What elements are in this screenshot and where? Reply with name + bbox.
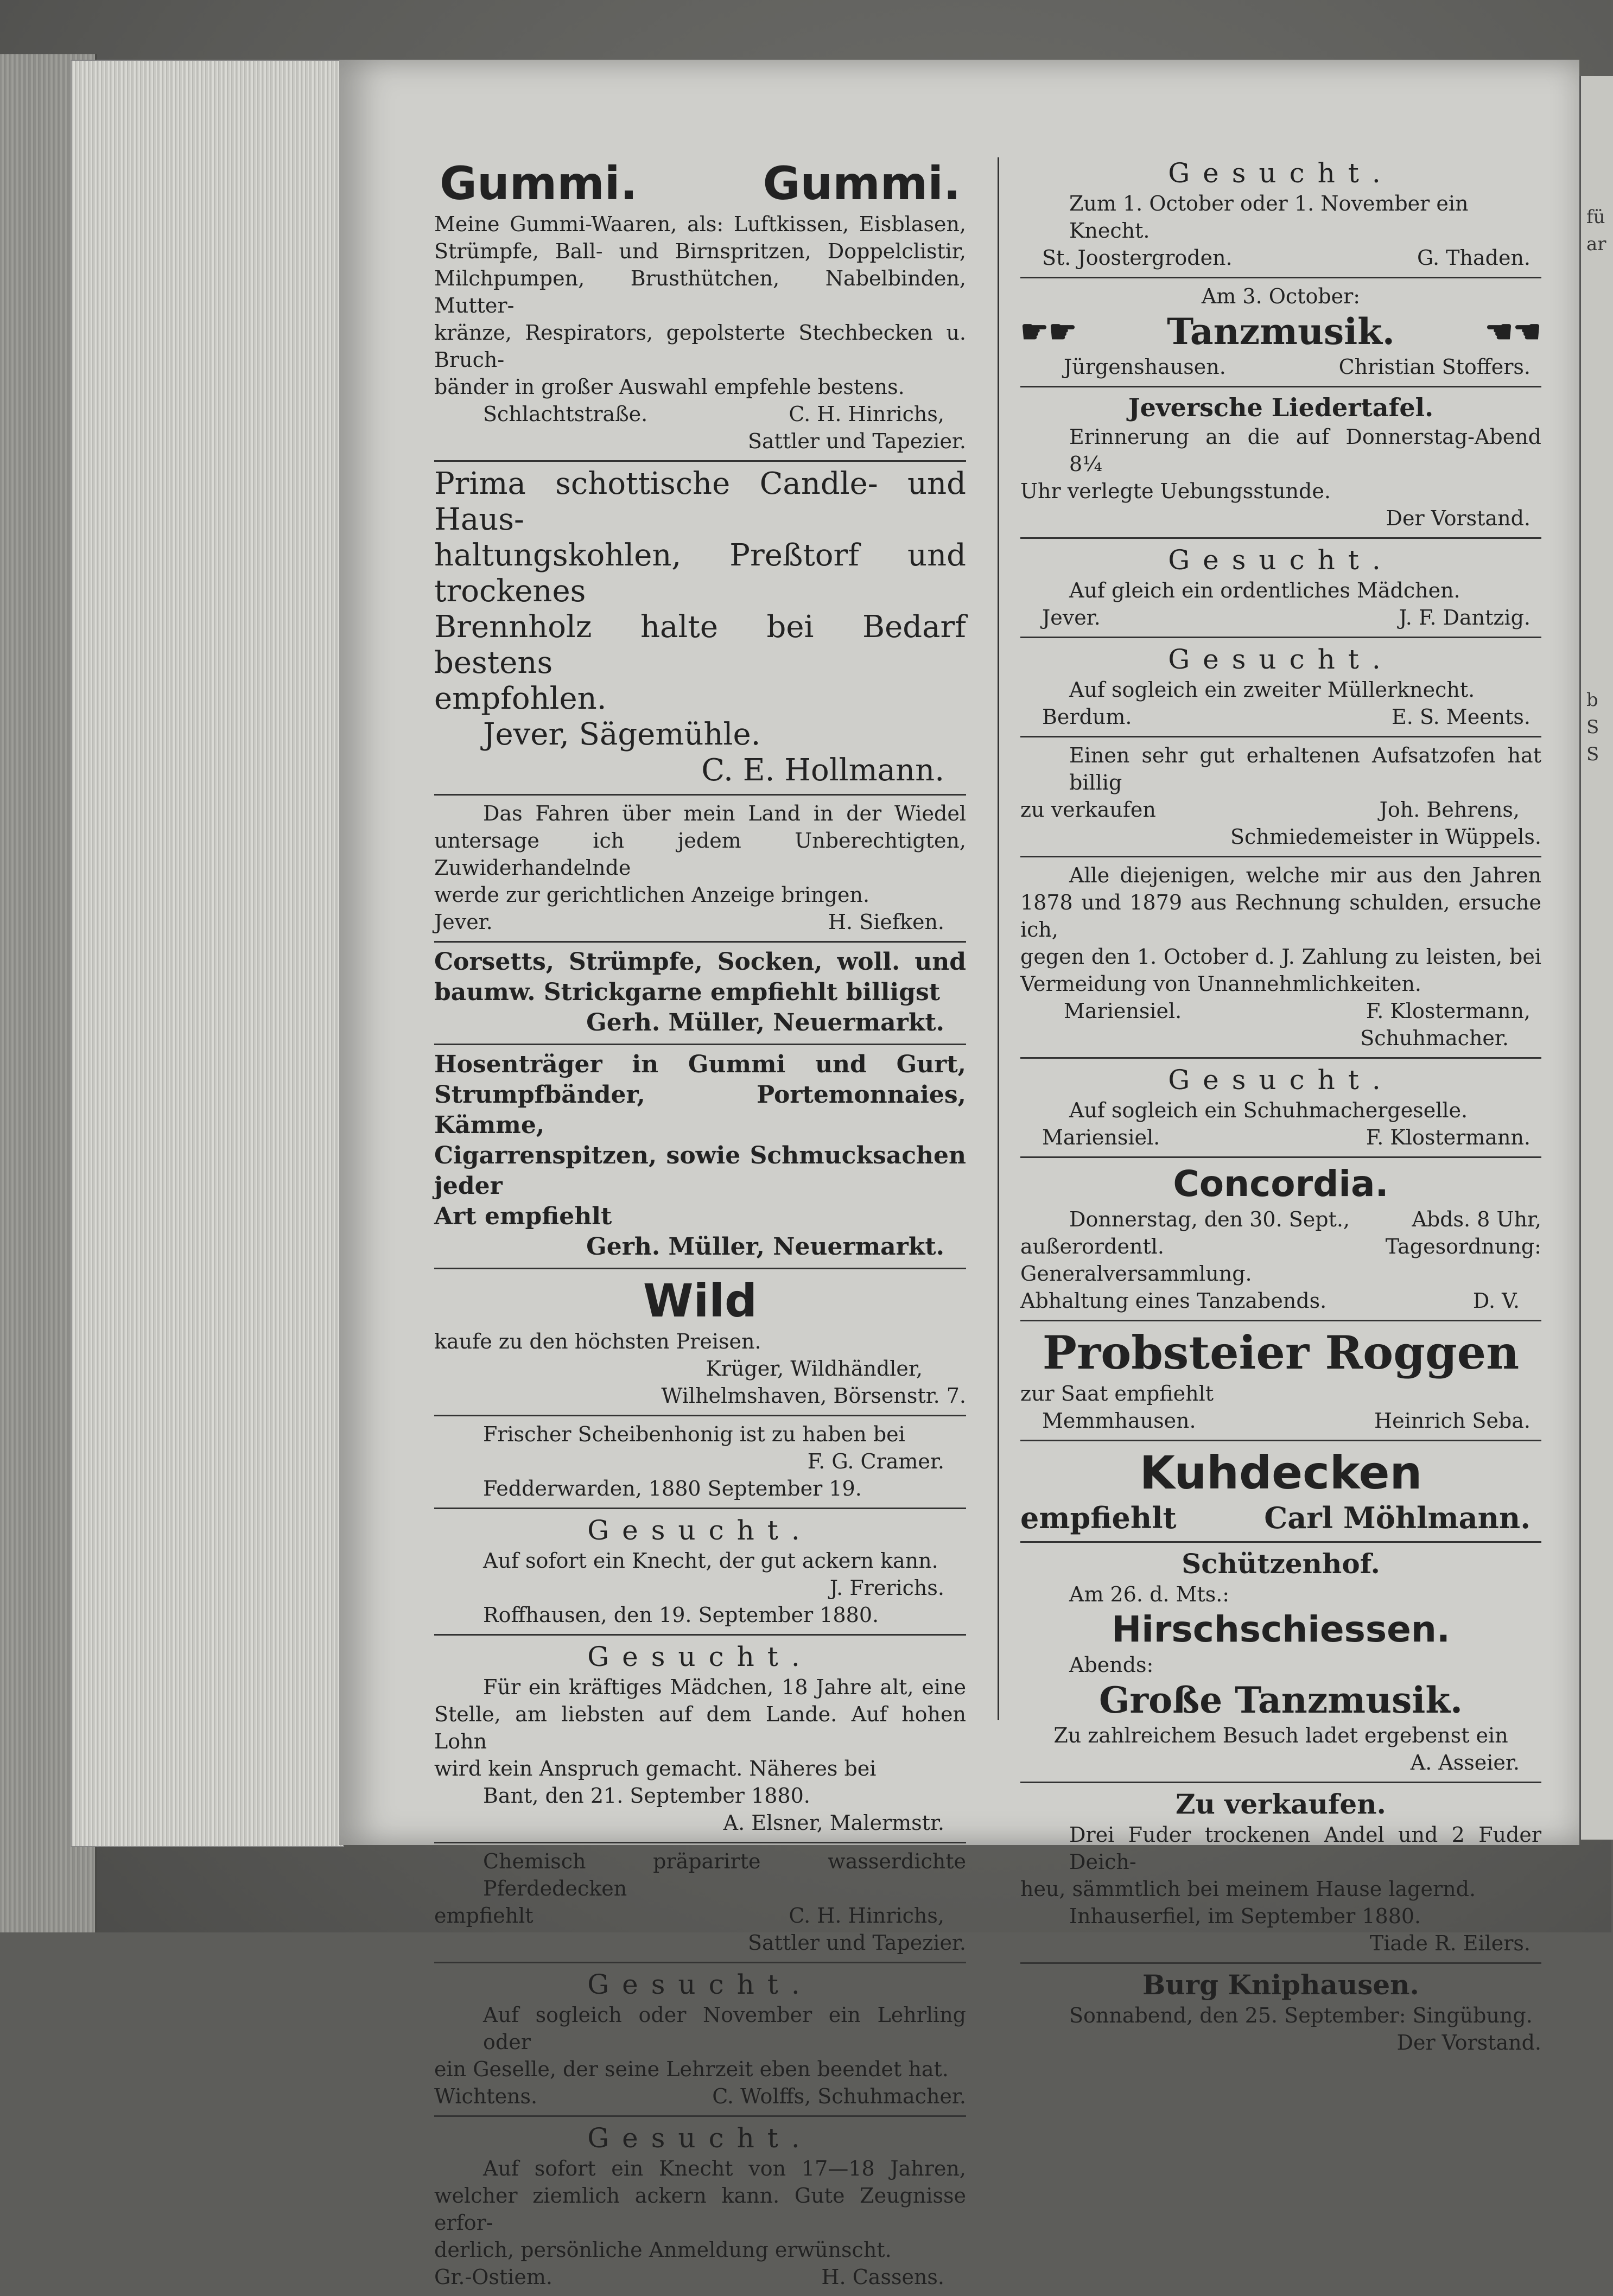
ad-gesucht-knecht-right	[1020, 152, 1541, 278]
ad-signature: Gerh. Müller, Neuermarkt.	[586, 1009, 944, 1036]
left-column	[434, 152, 966, 2296]
ad-corsetts	[434, 943, 966, 1045]
next-page-fragment: S	[1586, 743, 1599, 765]
ad-text: Hosenträger in Gummi und Gurt,	[434, 1051, 966, 1078]
ad-text: außerordentl. Generalversammlung.	[1020, 1235, 1252, 1286]
ad-text: Uhr verlegte Uebungsstunde.	[1020, 479, 1331, 503]
ad-title: Probsteier Roggen	[1042, 1326, 1520, 1379]
ad-title: Gummi.	[763, 157, 961, 210]
ad-place: Jürgenshausen.	[1064, 355, 1226, 379]
ad-signature: J. Frerichs.	[829, 1576, 944, 1600]
ad-burg-kniphausen	[1020, 1964, 1541, 2062]
next-page-fragment: b	[1586, 689, 1598, 711]
ad-title: Zu verkaufen.	[1176, 1788, 1386, 1820]
ad-text: Meine Gummi-Waaren, als: Luftkissen, Eisblasen,	[434, 212, 966, 236]
ad-date: Inhauserfiel, im September 1880.	[1069, 1904, 1421, 1928]
ad-text: Zu zahlreichem Besuch ladet ergebenst ein	[1053, 1723, 1508, 1747]
next-page-fragment: S	[1586, 716, 1599, 738]
ad-text: empfohlen.	[434, 681, 607, 716]
ad-text: Milchpumpen, Brusthütchen, Nabelbinden, Mutter-	[434, 266, 966, 317]
ad-text: Strumpfbänder, Portemonnaies, Kämme,	[434, 1081, 966, 1139]
next-page-fragment: ar	[1586, 233, 1606, 255]
ad-text: bänder in großer Auswahl empfehle bestens.	[434, 375, 905, 399]
ad-title: Schützenhof.	[1182, 1548, 1380, 1580]
ad-signature: H. Siefken.	[828, 910, 944, 934]
ad-text: Alle diejenigen, welche mir aus den Jahren	[1069, 863, 1541, 887]
ad-text: gegen den 1. October d. J. Zahlung zu leisten, bei	[1020, 945, 1541, 969]
ad-text: Stelle, am liebsten auf dem Lande. Auf hohen Lohn	[434, 1702, 966, 1753]
ad-gummi	[434, 152, 966, 462]
ad-place: Jever.	[1042, 606, 1101, 629]
ad-signature: Carl Möhlmann.	[1264, 1500, 1531, 1535]
ad-place: Jever.	[434, 910, 493, 934]
ad-text: Zum 1. October oder 1. November ein Knecht.	[1069, 192, 1469, 243]
ad-text: empfiehlt	[434, 1904, 534, 1928]
ad-place: Jever, Sägemühle.	[483, 717, 761, 752]
ad-place: St. Joostergroden.	[1042, 246, 1233, 270]
ad-signature: D. V.	[1472, 1289, 1520, 1313]
ad-signature: E. S. Meents.	[1392, 705, 1531, 729]
ad-text: Für ein kräftiges Mädchen, 18 Jahre alt, eine	[483, 1675, 966, 1699]
ad-text: Einen sehr gut erhaltenen Aufsatzofen hat billig	[1069, 743, 1541, 794]
ad-text: Abhaltung eines Tanzabends.	[1020, 1289, 1327, 1313]
ad-text: Das Fahren über mein Land in der Wiedel	[483, 802, 966, 825]
ad-place: Wichtens.	[434, 2084, 538, 2108]
ad-text: Erinnerung an die auf Donnerstag-Abend 8¼	[1069, 425, 1541, 476]
ad-text: werde zur gerichtlichen Anzeige bringen.	[434, 883, 870, 907]
ad-title: Concordia.	[1173, 1163, 1389, 1205]
ad-text: Prima schottische Candle- und Haus-	[434, 466, 966, 537]
next-page-fragment: fü	[1586, 206, 1605, 228]
ad-place: Gr.-Ostiem.	[434, 2265, 553, 2289]
ad-text: kaufe zu den höchsten Preisen.	[434, 1330, 761, 1353]
ad-concordia	[1020, 1158, 1541, 1321]
ad-text: derlich, persönliche Anmeldung erwünscht.	[434, 2238, 892, 2262]
ad-title: Gummi.	[440, 157, 638, 210]
ad-text: haltungskohlen, Preßtorf und trockenes	[434, 538, 966, 609]
ad-signature: C. E. Hollmann.	[701, 753, 944, 788]
ad-text: baumw. Strickgarne empfiehlt billigst	[434, 978, 941, 1006]
ad-title: Gesucht.	[587, 1969, 813, 2000]
ad-signature: C. Wolffs, Schuhmacher.	[712, 2084, 966, 2108]
ad-text: Chemisch präparirte wasserdichte Pferdedecken	[483, 1849, 966, 1900]
next-page-edge	[1579, 76, 1613, 1840]
ad-signature: F. Klostermann.	[1366, 1125, 1531, 1149]
ad-place: Schlachtstraße.	[483, 402, 648, 426]
ad-text: Auf sofort ein Knecht von 17—18 Jahren,	[483, 2157, 966, 2180]
ad-kohlen	[434, 462, 966, 796]
ad-tanzmusik	[1020, 278, 1541, 387]
ad-title: Gesucht.	[1168, 1064, 1394, 1096]
ad-text: Auf sogleich oder November ein Lehrling oder	[483, 2003, 966, 2054]
ad-role: Sattler und Tapezier.	[747, 1931, 966, 1955]
ad-text: kränze, Respirators, gepolsterte Stechbecken u. Bruch-	[434, 321, 966, 372]
ad-gesucht-stelle	[434, 1636, 966, 1843]
ad-title: Gesucht.	[1168, 644, 1394, 675]
ad-gesucht-knecht-2	[434, 2117, 966, 2296]
ad-text: welcher ziemlich ackern kann. Gute Zeugnisse erfor-	[434, 2184, 966, 2235]
ad-text: zu verkaufen	[1020, 798, 1156, 822]
ad-signature: Christian Stoffers.	[1338, 355, 1531, 379]
ad-schulden	[1020, 857, 1541, 1059]
ad-pferdedecken	[434, 1843, 966, 1963]
ad-title: Wild	[643, 1274, 758, 1327]
ad-text: Donnerstag, den 30. Sept.,	[1069, 1207, 1350, 1231]
ad-text: zur Saat empfiehlt	[1020, 1382, 1214, 1405]
ad-signature: A. Elsner, Malermstr.	[723, 1811, 944, 1835]
ad-date: Fedderwarden, 1880 September 19.	[483, 1477, 862, 1500]
ad-signature: Der Vorstand.	[1386, 506, 1531, 530]
ad-fahren	[434, 796, 966, 943]
ad-text: Strümpfe, Ball- und Birnspritzen, Doppelclistir,	[434, 239, 966, 263]
ad-title: Burg Kniphausen.	[1142, 1969, 1419, 2001]
ad-text: Sonnabend, den 25. September: Singübung.	[1069, 2004, 1533, 2027]
ad-signature: F. Klostermann,	[1366, 999, 1531, 1023]
ad-signature: Der Vorstand.	[1396, 2031, 1541, 2055]
ad-event: Hirschschiessen.	[1112, 1608, 1450, 1650]
ad-event: Große Tanzmusik.	[1098, 1679, 1463, 1721]
page-stack-edge	[71, 60, 344, 1847]
ad-date: Roffhausen, den 19. September 1880.	[483, 1603, 879, 1627]
ad-text: Auf sofort ein Knecht, der gut ackern kann.	[483, 1549, 938, 1573]
ad-signature: Gerh. Müller, Neuermarkt.	[586, 1233, 944, 1261]
ad-text: wird kein Anspruch gemacht. Näheres bei	[434, 1757, 877, 1780]
ad-place: Mariensiel.	[1042, 1125, 1160, 1149]
ad-signature: J. F. Dantzig.	[1399, 606, 1531, 629]
ad-title: Gesucht.	[1168, 157, 1394, 189]
right-column	[1020, 152, 1541, 2062]
ad-gesucht-knecht	[434, 1509, 966, 1636]
ad-aufsatzofen	[1020, 737, 1541, 857]
ad-text: empfiehlt	[1020, 1500, 1177, 1535]
ad-role: Sattler und Tapezier.	[747, 429, 966, 453]
ad-signature: Joh. Behrens,	[1379, 798, 1520, 822]
ad-probsteier-roggen	[1020, 1321, 1541, 1441]
ad-signature: Heinrich Seba.	[1374, 1409, 1531, 1433]
column-divider	[998, 157, 999, 1720]
ad-title: Jeversche Liedertafel.	[1128, 393, 1434, 422]
ad-text: Cigarrenspitzen, sowie Schmucksachen jeder	[434, 1142, 966, 1200]
pointing-hand-left-icon: ☚☚	[1484, 313, 1541, 350]
ad-role: Schuhmacher.	[1360, 1026, 1509, 1050]
ad-title: Tanzmusik.	[1167, 310, 1395, 353]
ad-gesucht-muellerknecht	[1020, 638, 1541, 737]
ad-signature: C. H. Hinrichs,	[789, 402, 944, 426]
ad-scheibenhonig	[434, 1416, 966, 1509]
ad-text: Auf sogleich ein Schuhmachergeselle.	[1069, 1098, 1468, 1122]
ad-text: Auf gleich ein ordentliches Mädchen.	[1069, 578, 1460, 602]
ad-text: untersage ich jedem Unberechtigten, Zuwiderhandelnde	[434, 829, 966, 880]
ad-text: ein Geselle, der seine Lehrzeit eben beendet hat.	[434, 2057, 949, 2081]
ad-signature: F. G. Cramer.	[807, 1449, 944, 1473]
ad-zu-verkaufen	[1020, 1783, 1541, 1964]
ad-hosentraeger	[434, 1045, 966, 1269]
ad-title: Gesucht.	[587, 1641, 813, 1672]
ad-title: Gesucht.	[1168, 544, 1394, 576]
ad-text: Vermeidung von Unannehmlichkeiten.	[1020, 972, 1421, 996]
ad-text: Frischer Scheibenhonig ist zu haben bei	[483, 1422, 905, 1446]
ad-address: Wilhelmshaven, Börsenstr. 7.	[661, 1384, 966, 1408]
ad-text: Corsetts, Strümpfe, Socken, woll. und	[434, 948, 966, 976]
ad-signature: Tiade R. Eilers.	[1369, 1931, 1531, 1955]
ad-role: Schmiedemeister in Wüppels.	[1230, 825, 1541, 849]
ad-text: 1878 und 1879 aus Rechnung schulden, ersuche ich,	[1020, 891, 1541, 942]
ad-place: Mariensiel.	[1064, 999, 1182, 1023]
ad-liedertafel	[1020, 387, 1541, 539]
ad-date: Am 26. d. Mts.:	[1069, 1582, 1230, 1606]
ad-place: Memmhausen.	[1042, 1409, 1196, 1433]
ad-text: Art empfiehlt	[434, 1203, 612, 1230]
ad-date: Bant, den 21. September 1880.	[483, 1784, 810, 1808]
ad-gesucht-schuhmacher	[1020, 1059, 1541, 1158]
ad-signature: G. Thaden.	[1417, 246, 1531, 270]
ad-text: Abends:	[1069, 1653, 1154, 1677]
ad-place: Berdum.	[1042, 705, 1132, 729]
ad-gesucht-lehrling	[434, 1963, 966, 2117]
ad-signature: C. H. Hinrichs,	[789, 1904, 944, 1928]
ad-gesucht-maedchen	[1020, 539, 1541, 638]
ad-signature: Krüger, Wildhändler,	[706, 1357, 923, 1381]
ad-title: Gesucht.	[587, 1515, 813, 1546]
ad-kuhdecken	[1020, 1441, 1541, 1543]
pointing-hand-right-icon: ☛☛	[1020, 313, 1077, 350]
ad-date: Am 3. October:	[1201, 284, 1361, 308]
ad-title: Gesucht.	[587, 2122, 813, 2154]
ad-text: Abds. 8 Uhr,	[1412, 1207, 1541, 1231]
ad-signature: H. Cassens.	[821, 2265, 944, 2289]
ad-text: Auf sogleich ein zweiter Müllerknecht.	[1069, 678, 1475, 702]
ad-signature: A. Asseier.	[1410, 1751, 1520, 1775]
ad-schuetzenhof	[1020, 1543, 1541, 1783]
ad-wild	[434, 1269, 966, 1416]
ad-text: Brennholz halte bei Bedarf bestens	[434, 609, 966, 680]
ad-text: Tagesordnung:	[1385, 1235, 1541, 1258]
ad-text: Drei Fuder trockenen Andel und 2 Fuder Deich-	[1069, 1823, 1541, 1874]
ad-text: heu, sämmtlich bei meinem Hause lagernd.	[1020, 1877, 1476, 1901]
ad-title: Kuhdecken	[1139, 1446, 1423, 1499]
